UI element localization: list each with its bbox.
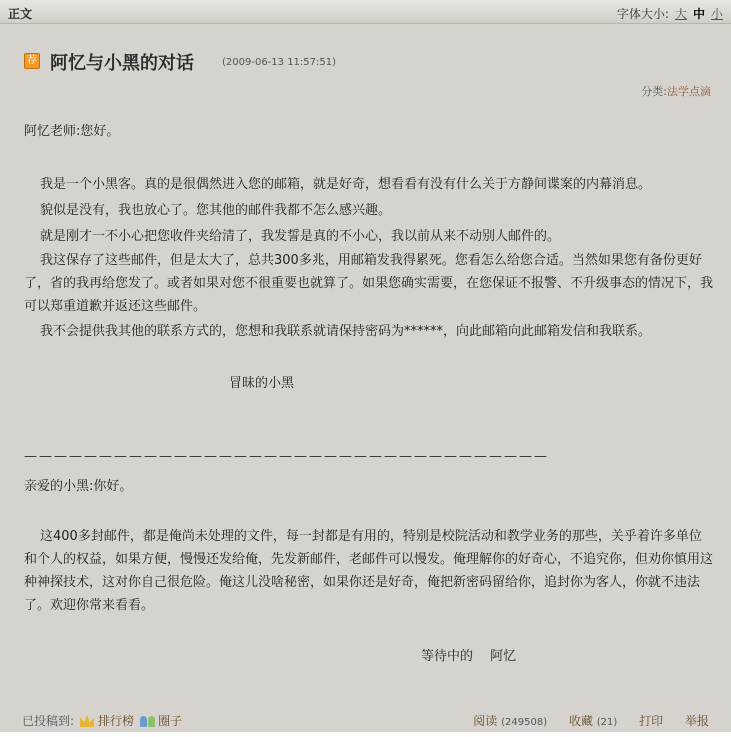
post-title: 阿忆与小黑的对话 <box>50 53 194 74</box>
category-link[interactable]: 法学点滴 <box>667 85 711 98</box>
letter1-paragraph: 貌似是没有，我也放心了。您其他的邮件我都不怎么感兴趣。 <box>40 203 392 218</box>
letter2-paragraph: 这400多封邮件，都是俺尚未处理的文件，每一封都是有用的，特别是校院活动和教学业务的那些，关乎着许多单位和个人的权益，如果方便，慢慢还发给俺，先发新邮件，老邮件可以慢发。俺理解你的好奇心，不追究你，但劝你慎用这种神探技术，这对你自己很危险。俺这儿没啥秘密，如果你还是好奇，俺把新密码留给你，追封你为客人，你就不违法了。欢迎你常来看看。 <box>24 529 714 613</box>
letter2-signature: 等待中的 阿忆 <box>421 649 517 664</box>
post-footer <box>0 708 731 732</box>
crown-icon <box>80 715 94 727</box>
letter1-signature: 冒昧的小黑 <box>229 376 295 391</box>
favorite-link[interactable] <box>569 714 617 728</box>
content-topbar <box>0 0 731 24</box>
post-datetime: (2009-06-13 11:57:51) <box>222 57 337 68</box>
letter2-greeting: 亲爱的小黑:你好。 <box>24 479 133 494</box>
font-size-medium-current: 中 <box>692 7 705 21</box>
read-label: 阅读 <box>473 714 498 728</box>
recommended-icon: 荐 <box>24 53 40 69</box>
letter1-paragraph: 我这保存了这些邮件，但是太大了，总共300多兆，用邮箱发我得累死。您看怎么给您合适。当然如果您有备份更好了，省的我再给您发了。或者如果对您不很重要也就算了。如果您确实需要，在您保证不报警、不升级事态的情况下，我可以郑重道歉并返还这些邮件。 <box>24 253 714 314</box>
section-label: 正文 <box>8 7 33 21</box>
letter1-paragraph: 我是一个小黑客。真的是很偶然进入您的邮箱，就是好奇，想看看有没有什么关于方静间谍案的内幕消息。 <box>40 177 652 192</box>
favorite-label: 收藏 <box>568 714 593 728</box>
font-size-control <box>617 5 723 22</box>
report-link[interactable]: 举报 <box>684 714 709 728</box>
font-size-large-link[interactable]: 大 <box>674 7 687 21</box>
read-link[interactable] <box>473 714 547 728</box>
letter1-paragraph: 我不会提供我其他的联系方式的，您想和我联系就请保持密码为******，向此邮箱向此邮箱发信和我联系。 <box>40 324 652 339</box>
letter1-greeting: 阿忆老师:您好。 <box>24 124 120 139</box>
print-link[interactable]: 打印 <box>639 714 664 728</box>
font-size-small-link[interactable]: 小 <box>710 7 723 21</box>
group-icon <box>140 716 154 728</box>
category-label: 分类: <box>641 85 667 98</box>
circle-link[interactable]: 圈子 <box>158 714 183 728</box>
divider-line: ——————————————————————————————————— <box>24 449 549 464</box>
letter1-paragraph: 就是刚才一不小心把您收件夹给清了，我发誓是真的不小心，我以前从来不动别人邮件的。 <box>40 229 561 244</box>
bottom-edge <box>0 732 731 737</box>
post-category <box>641 83 711 99</box>
font-size-label: 字体大小: <box>616 7 669 21</box>
read-count: (249508) <box>501 717 548 728</box>
ranking-link[interactable]: 排行榜 <box>98 714 135 728</box>
posted-to-label: 已投稿到: <box>22 714 75 728</box>
favorite-count: (21) <box>596 717 618 728</box>
